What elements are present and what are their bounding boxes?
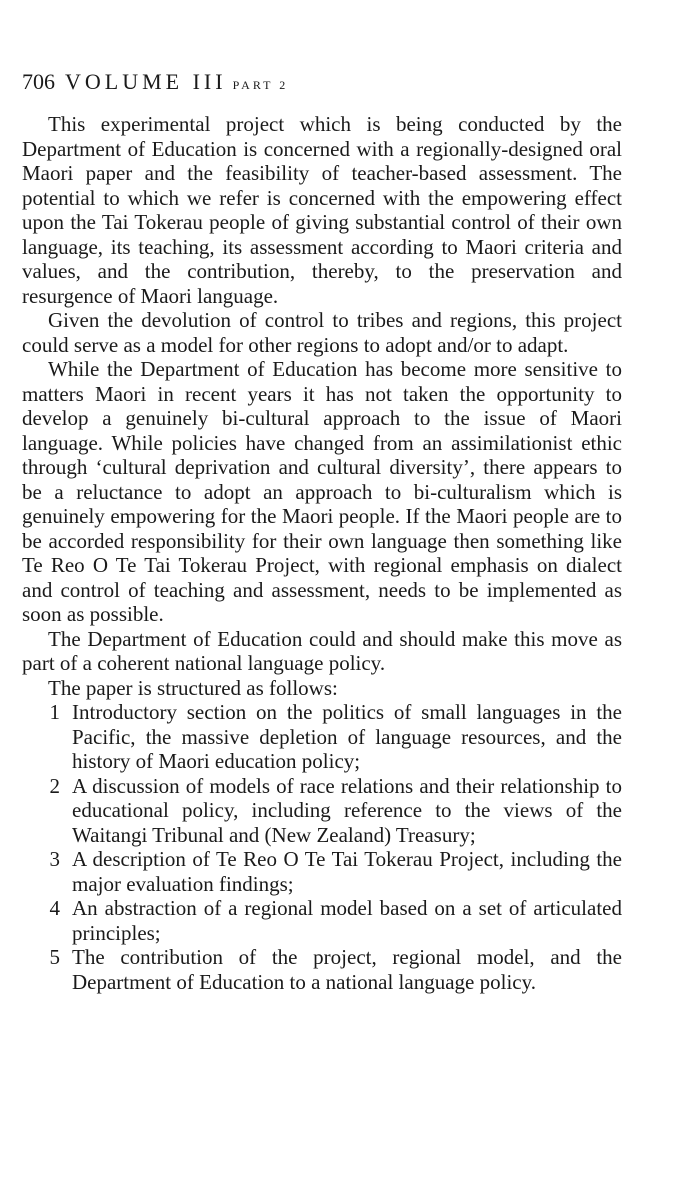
list-item-text: An abstraction of a regional model based on a set of articulated principles;	[72, 896, 622, 945]
body-paragraph: The paper is structured as follows:	[48, 675, 338, 700]
page-number: 706	[22, 69, 55, 94]
part-label: PART 2	[232, 78, 289, 92]
running-header	[22, 66, 622, 98]
list-item	[22, 847, 622, 896]
structure-list	[22, 700, 622, 994]
body-paragraph: While the Department of Education has become more sensitive to matters Maori in recent years it has not taken the opportunity to develop a genuinely bi-cultural approach to the issue of Maori language. While policies have changed from an assimilationist ethic through ‘cultural deprivation and cultural diversity’, there appears to be a reluctance to adopt an approach to bi-culturalism which is genuinely empowering for the Maori people. If the Maori people are to be accorded responsibility for their own language then something like Te Reo O Te Tai Tokerau Project, with regional emphasis on dialect and control of teaching and assessment, needs to be implemented as soon as possible.	[22, 357, 622, 626]
body-paragraph: Given the devolution of control to tribes and regions, this project could serve as a model for other regions to adopt and/or to adapt.	[22, 308, 622, 357]
list-item-number: 5	[49, 945, 60, 969]
list-item-number: 2	[49, 773, 60, 798]
list-item	[22, 896, 622, 945]
list-item-text: A discussion of models of race relations and their relationship to educational policy, including reference to the views of the Waitangi Tribunal and (New Zealand) Treasury;	[72, 773, 622, 847]
list-item-text: The contribution of the project, regional model, and the Department of Education to a national language policy.	[72, 945, 622, 994]
list-item-text: A description of Te Reo O Te Tai Tokerau Project, including the major evaluation findings;	[72, 847, 622, 896]
list-item-number: 3	[49, 847, 60, 871]
list-item	[22, 700, 622, 774]
list-item	[22, 945, 622, 994]
list-item-number: 4	[49, 896, 60, 920]
document-page	[22, 66, 622, 994]
list-item	[22, 774, 622, 848]
body-paragraph: This experimental project which is being conducted by the Department of Education is concerned with a regionally-designed oral Maori paper and the feasibility of teacher-based assessment. The potential to which we refer is concerned with the empowering effect upon the Tai Tokerau people of giving substantial control of their own language, its teaching, its assessment according to Maori criteria and values, and the contribution, thereby, to the preservation and resurgence of Maori language.	[22, 112, 622, 308]
list-item-text: Introductory section on the politics of small languages in the Pacific, the massive depletion of language resources, and the history of Maori education policy;	[72, 700, 622, 773]
body-paragraph: The Department of Education could and should make this move as part of a coherent national language policy.	[22, 626, 622, 675]
list-item-number: 1	[49, 700, 60, 724]
volume-label: VOLUME III	[65, 69, 227, 94]
